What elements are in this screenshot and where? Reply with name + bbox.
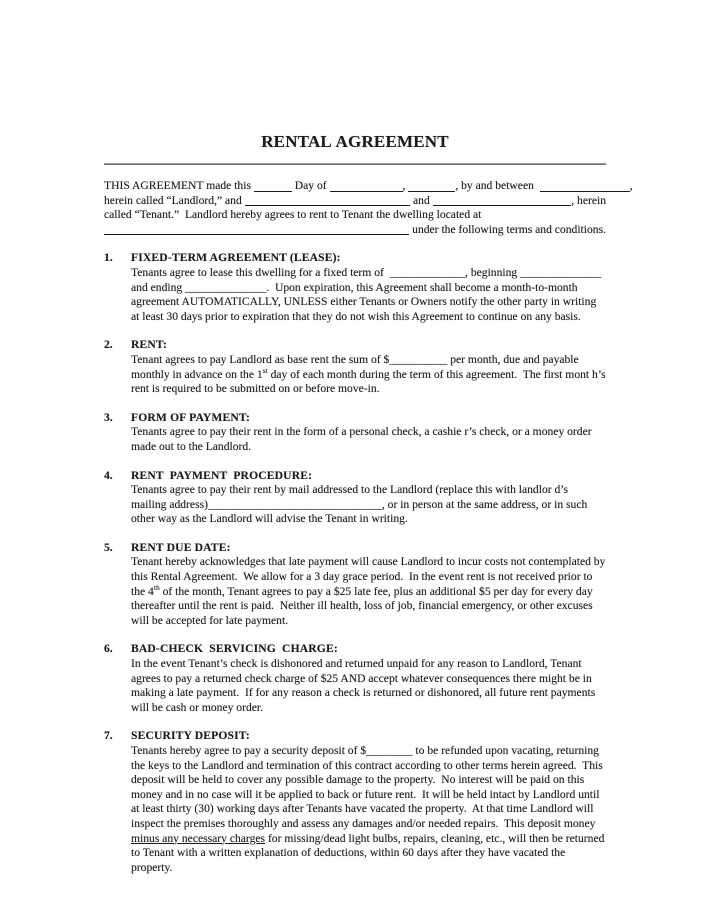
section-security-deposit: [104, 729, 606, 875]
text-run: Tenants agree to pay their rent in the form of a personal check, a cashie r’s check, or a money order made out to the Landlord.: [131, 425, 595, 453]
text-run: for missing/dead light bulbs, repairs, cleaning, etc., will then be returned to Tenant with a written explanation of deductions, within 60 days after they have vacated the property.: [131, 831, 608, 874]
fill-in-blank: [408, 177, 455, 192]
section-bad-check-servicing-charge: [104, 642, 606, 715]
text-run: Tenants agree to pay their rent by mail addressed to the Landlord (replace this with landlor d’s mailing address)______________________________, or in person at the same address, or in such other way as the Landlord will advise the Tenant in writing.: [131, 483, 591, 526]
section-content: [131, 540, 609, 629]
text-run: and: [410, 193, 433, 207]
text-run: under the following terms and conditions.: [409, 222, 606, 236]
text-run: Day of: [291, 179, 330, 192]
section-number: 5.: [104, 540, 113, 554]
section-body: [131, 266, 606, 324]
section-body: [131, 744, 606, 875]
text-run: ,: [402, 179, 409, 192]
text-run: Tenants hereby agree to pay a security deposit of $________ to be refunded upon vacating, returning the keys to the Landlord and termination of this contract according to other terms herein agreed. This deposit will be held to cover any possible damage to the property. No interest will be paid on this money and in no case will it be applied to back or future rent. It will be held intact by Landlord until at least thirty (30) working days after Tenants have vacated the property. At that time Landlord will inspect the premises thoroughly and assess any damages and/or needed repairs. This deposit money: [131, 744, 606, 830]
sections-container: [104, 251, 609, 875]
section-number: 3.: [104, 410, 113, 424]
text-run: , by and between: [455, 179, 540, 192]
section-heading: FIXED-TERM AGREEMENT (LEASE):: [131, 251, 341, 265]
section-fixed-term-agreement-lease: [104, 251, 606, 324]
text-run: Tenant agrees to pay Landlord as base rent the sum of $__________ per month, due and payable monthly in advance on the 1: [131, 352, 582, 381]
section-rent-payment-procedure: [104, 469, 606, 527]
section-rent: [104, 338, 609, 396]
fill-in-blank: [330, 177, 403, 192]
document-title: RENTAL AGREEMENT: [261, 132, 449, 151]
text-run: of the month, Tenant agrees to pay a $25 late fee, plus an additional $5 per day for every day thereafter until the rent is paid. Neither ill health, loss of job, financial emergency, or other excuses will be accepted for late payment.: [131, 584, 596, 627]
section-rent-due-date: [104, 540, 609, 629]
section-body: [131, 657, 606, 715]
section-content: [131, 338, 609, 396]
fill-in-blank: [433, 192, 572, 207]
section-body: [131, 352, 609, 397]
section-body: [131, 425, 606, 454]
section-heading: RENT DUE DATE:: [131, 540, 231, 554]
text-run: Tenants agree to lease this dwelling for a fixed term of _____________, beginning ______________ and ending ______________. Upon expiration, this Agreement shall become a month-to-month agreement AUTOMATICALLY, UNLESS either Tenants or Owners notify the other party in writing at least 30 days prior to expiration that they do not wish this Agreement to continue on any basis.: [131, 265, 605, 323]
text-run: minus any necessary charges: [131, 831, 266, 845]
section-content: [131, 469, 606, 527]
title-divider: [104, 163, 606, 165]
section-content: [131, 251, 606, 324]
section-number: 4.: [104, 468, 113, 482]
section-content: [131, 642, 606, 715]
section-content: [131, 729, 606, 875]
intro-line: [104, 194, 606, 209]
intro-line: [104, 223, 606, 238]
section-heading: BAD-CHECK SERVICING CHARGE:: [131, 642, 338, 656]
text-run: ,: [629, 179, 633, 192]
fill-in-blank: [254, 177, 292, 192]
section-number: 1.: [104, 251, 113, 265]
section-body: [131, 555, 609, 628]
section-content: [131, 411, 606, 455]
fill-in-blank: [245, 192, 410, 207]
text-run: day of each month during the term of this agreement. The first mont h’s rent is required to be submitted on or before move-in.: [131, 367, 609, 396]
text-run: called “Tenant.” Landlord hereby agrees to rent to Tenant the dwelling located at: [104, 208, 482, 222]
section-heading: FORM OF PAYMENT:: [131, 410, 250, 424]
fill-in-blank: [540, 177, 630, 192]
text-run: Tenant hereby acknowledges that late payment will cause Landlord to incur costs not contemplated by this Rental Agreement. We allow for a 3 day grace period. In the event rent is not received prior to the 4: [131, 555, 609, 598]
text-run: THIS AGREEMENT made this: [104, 179, 254, 192]
section-body: [131, 483, 606, 527]
text-run: herein called “Landlord,” and: [104, 193, 245, 207]
section-number: 2.: [104, 338, 113, 352]
fill-in-blank: [104, 221, 409, 236]
section-number: 6.: [104, 642, 113, 656]
text-run: th: [153, 582, 160, 592]
intro-paragraph: [104, 179, 633, 237]
section-number: 7.: [104, 729, 113, 743]
text-run: , herein: [571, 193, 606, 207]
section-form-of-payment: [104, 411, 606, 455]
section-heading: RENT:: [131, 338, 167, 352]
text-run: st: [262, 365, 268, 375]
text-run: In the event Tenant’s check is dishonored and returned unpaid for any reason to Landlord, Tenant agrees to pay a returned check charge of $25 AND accept whatever consequences there might be in making a late payment. If for any reason a check is returned or dishonored, all future rent payments will be cash or money order.: [131, 657, 599, 714]
section-heading: RENT PAYMENT PROCEDURE:: [131, 468, 313, 482]
section-heading: SECURITY DEPOSIT:: [131, 729, 250, 743]
